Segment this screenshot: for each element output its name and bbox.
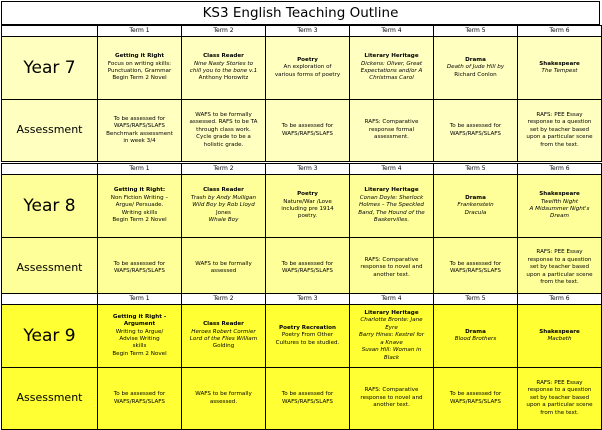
- term-header-3: Term 3: [266, 294, 350, 305]
- term-header-6: Term 6: [518, 164, 602, 175]
- assessment-cell-term-1: [98, 238, 182, 299]
- unit-cell-term-3: [266, 305, 350, 368]
- page-title: KS3 English Teaching Outline: [1, 1, 600, 25]
- unit-line: Charlotte Bronte: Jane: [360, 317, 423, 324]
- unit-cell-term-5: [434, 37, 518, 100]
- assessment-cell-term-2: [182, 368, 266, 430]
- unit-line: Twelfth Night: [540, 198, 579, 205]
- assessment-cell-term-2: [182, 238, 266, 299]
- assessment-line: To be assessed for: [449, 123, 502, 130]
- year-label: Year 9: [2, 305, 98, 368]
- unit-row: [2, 37, 602, 100]
- unit-cell-term-4: [350, 37, 434, 100]
- assessment-line: in week 3/4: [123, 137, 156, 144]
- unit-line: Susan Hill: Woman in: [361, 347, 422, 354]
- assessment-cell-term-6: [518, 100, 602, 162]
- assessment-line: set by teacher based: [529, 264, 590, 271]
- unit-line: Jones: [216, 209, 231, 216]
- term-header-row: [2, 164, 602, 175]
- assessment-line: response formal: [368, 126, 415, 133]
- assessment-line: To be assessed for: [449, 260, 502, 267]
- assessment-line: RAFS: PEE Essay: [536, 379, 583, 386]
- unit-line: Poetry: [297, 56, 318, 63]
- unit-line: Black: [383, 354, 400, 361]
- assessment-cell-term-4: [350, 100, 434, 162]
- assessment-cell-term-6: [518, 238, 602, 299]
- unit-line: Wild Boy by Rob Lloyd: [192, 202, 255, 209]
- unit-line: Nine Nasty Stories to: [193, 60, 254, 67]
- assessment-line: Cycle grade to be a: [196, 134, 251, 141]
- unit-line: Getting it Right -: [112, 313, 167, 320]
- unit-cell-term-2: [182, 37, 266, 100]
- unit-cell-term-6: [518, 305, 602, 368]
- unit-cell-term-1: [98, 37, 182, 100]
- unit-line: Argue/ Persuade.: [115, 202, 164, 209]
- assessment-line: To be assessed for: [281, 391, 334, 398]
- assessment-cell-term-6: [518, 368, 602, 430]
- year-8-table: [1, 163, 602, 299]
- unit-line: Expectations and/or A: [360, 68, 423, 74]
- term-header-1: Term 1: [98, 164, 182, 175]
- unit-line: a Knave: [380, 339, 403, 346]
- unit-row: [2, 175, 602, 238]
- unit-line: chill you to the bone v.1: [189, 68, 258, 74]
- unit-cell-term-5: [434, 175, 518, 238]
- unit-line: Dickens: Oliver, Great: [360, 60, 423, 67]
- assessment-line: assessed. RAFS to be TA: [189, 119, 258, 126]
- assessment-line: upon a particular scene: [526, 271, 593, 278]
- assessment-cell-term-3: [266, 100, 350, 162]
- assessment-line: WAFS to be formally: [195, 391, 252, 398]
- unit-line: Non Fiction Writing –: [110, 194, 169, 201]
- term-header-5: Term 5: [434, 294, 518, 305]
- assessment-line: To be assessed for: [113, 391, 166, 398]
- assessment-line: from the text.: [540, 409, 579, 416]
- assessment-line: WAFS/RAFS/SLAFS: [282, 268, 333, 274]
- unit-line: Barry Hines: Kestrel for: [358, 332, 425, 339]
- year-label: Year 7: [2, 37, 98, 100]
- unit-line: Writing to Argue/: [115, 328, 164, 335]
- assessment-label: Assessment: [2, 238, 98, 299]
- header-corner-cell: [2, 26, 98, 37]
- unit-line: Literary Heritage: [364, 53, 419, 60]
- unit-cell-term-4: [350, 305, 434, 368]
- unit-line: Nature/War /Love: [283, 198, 332, 205]
- unit-cell-term-6: [518, 37, 602, 100]
- assessment-line: WAFS/RAFS/SLAFS: [282, 398, 333, 405]
- unit-line: An exploration of: [283, 64, 332, 71]
- assessment-line: WAFS to be formally: [195, 111, 252, 118]
- unit-line: Literary Heritage: [364, 187, 419, 194]
- assessment-line: upon a particular scene: [526, 134, 593, 141]
- year-9-table: [1, 293, 602, 430]
- term-header-row: [2, 294, 602, 305]
- assessment-cell-term-5: [434, 368, 518, 430]
- unit-cell-term-4: [350, 175, 434, 238]
- unit-line: Begin Term 2 Novel: [112, 350, 167, 357]
- unit-line: Argument: [123, 321, 156, 328]
- term-header-3: Term 3: [266, 26, 350, 37]
- assessment-line: To be assessed for: [281, 123, 334, 130]
- assessment-line: response to novel and: [360, 394, 423, 401]
- unit-cell-term-3: [266, 175, 350, 238]
- unit-line: Writing skills: [121, 209, 158, 216]
- term-header-3: Term 3: [266, 164, 350, 175]
- assessment-line: assessed: [210, 268, 237, 274]
- assessment-line: assessment.: [374, 134, 409, 141]
- unit-line: Advise Writing: [119, 336, 160, 342]
- unit-line: including pre 1914: [281, 206, 334, 212]
- assessment-line: through class work.: [196, 126, 251, 133]
- unit-line: Getting it Right:: [113, 187, 166, 194]
- term-header-6: Term 6: [518, 294, 602, 305]
- assessment-cell-term-4: [350, 238, 434, 299]
- assessment-line: WAFS/RAFS/SLAFS: [114, 398, 165, 405]
- assessment-label: Assessment: [2, 368, 98, 430]
- assessment-line: holistic grade.: [203, 141, 244, 148]
- assessment-line: response to novel and: [360, 264, 423, 271]
- assessment-row: [2, 238, 602, 299]
- unit-line: Dracula: [464, 209, 487, 216]
- term-header-2: Term 2: [182, 26, 266, 37]
- assessment-row: [2, 100, 602, 162]
- assessment-cell-term-5: [434, 238, 518, 299]
- assessment-line: another text.: [373, 271, 410, 278]
- term-header-1: Term 1: [98, 26, 182, 37]
- unit-line: Baskervilles.: [373, 217, 410, 224]
- assessment-line: WAFS/RAFS/SLAFS: [450, 130, 501, 137]
- assessment-line: RAFS: PEE Essay: [536, 111, 583, 118]
- assessment-line: WAFS/RAFS/SLAFS: [450, 268, 501, 274]
- unit-line: Christmas Carol: [369, 75, 414, 82]
- term-header-4: Term 4: [350, 26, 434, 37]
- unit-cell-term-1: [98, 175, 182, 238]
- unit-line: Getting it Right: [114, 53, 164, 60]
- unit-line: skills: [132, 343, 147, 350]
- unit-line: Poetry From Other: [281, 332, 334, 339]
- unit-line: Shakespeare: [539, 191, 580, 198]
- assessment-line: To be assessed for: [113, 260, 166, 267]
- assessment-line: WAFS/RAFS/SLAFS: [114, 123, 165, 130]
- assessment-cell-term-3: [266, 368, 350, 430]
- assessment-line: from the text.: [540, 141, 579, 148]
- unit-line: Blood Brothers: [454, 336, 497, 342]
- unit-line: Macbeth: [547, 336, 572, 342]
- unit-line: Shakespeare: [539, 328, 580, 335]
- unit-line: Shakespeare: [539, 60, 580, 67]
- term-header-4: Term 4: [350, 294, 434, 305]
- assessment-cell-term-3: [266, 238, 350, 299]
- header-corner-cell: [2, 294, 98, 305]
- unit-cell-term-2: [182, 305, 266, 368]
- assessment-line: response to a question: [527, 119, 592, 126]
- unit-line: A Midsummer Night's: [529, 206, 590, 212]
- unit-row: [2, 305, 602, 368]
- header-corner-cell: [2, 164, 98, 175]
- unit-line: Death of Jude Hill by: [446, 64, 505, 71]
- unit-line: poetry.: [297, 213, 318, 220]
- assessment-line: To be assessed for: [281, 260, 334, 267]
- unit-cell-term-2: [182, 175, 266, 238]
- assessment-line: WAFS/RAFS/SLAFS: [450, 398, 501, 405]
- unit-line: Class Reader: [203, 321, 244, 328]
- unit-line: Richard Conlon: [454, 71, 497, 78]
- unit-line: Band, The Hound of the: [358, 209, 425, 216]
- term-header-5: Term 5: [434, 164, 518, 175]
- unit-line: Drama: [465, 194, 486, 201]
- unit-line: Eyre: [385, 324, 398, 331]
- term-header-6: Term 6: [518, 26, 602, 37]
- assessment-line: another text.: [373, 402, 410, 409]
- teaching-outline-sheet: [1, 1, 601, 418]
- assessment-line: WAFS to be formally: [195, 260, 252, 267]
- unit-line: Cultures to be studied.: [275, 339, 340, 346]
- unit-line: Holmes – The Speckled: [359, 202, 424, 209]
- unit-line: The Tempest: [541, 68, 578, 74]
- assessment-line: assessed.: [209, 398, 238, 405]
- unit-line: Begin Term 2 Novel: [112, 75, 167, 82]
- unit-line: Begin Term 2 Novel: [112, 217, 167, 224]
- assessment-line: Benchmark assessment: [106, 130, 173, 137]
- term-header-1: Term 1: [98, 294, 182, 305]
- unit-line: Poetry: [297, 191, 318, 198]
- unit-line: Focus on writing skills:: [107, 60, 172, 67]
- unit-line: Lord of the Flies William: [189, 336, 258, 342]
- unit-line: Anthony Horowitz: [198, 75, 249, 82]
- term-header-2: Term 2: [182, 164, 266, 175]
- unit-line: Heroes Robert Cormier: [191, 328, 256, 335]
- term-header-4: Term 4: [350, 164, 434, 175]
- assessment-line: RAFS: Comparative: [364, 387, 419, 394]
- term-header-5: Term 5: [434, 26, 518, 37]
- year-7-table: [1, 25, 602, 162]
- unit-line: Class Reader: [203, 53, 244, 60]
- assessment-line: WAFS/RAFS/SLAFS: [114, 268, 165, 274]
- unit-line: Literary Heritage: [364, 309, 419, 316]
- assessment-line: response to a question: [527, 387, 592, 394]
- assessment-line: RAFS: Comparative: [364, 256, 419, 263]
- assessment-row: [2, 368, 602, 430]
- unit-line: Conan Doyle: Sherlock: [359, 194, 424, 201]
- unit-line: Drama: [465, 56, 486, 63]
- unit-line: Dream: [550, 213, 569, 220]
- assessment-line: set by teacher based: [529, 126, 590, 133]
- unit-line: Whale Boy: [208, 217, 239, 224]
- assessment-line: WAFS/RAFS/SLAFS: [282, 130, 333, 137]
- assessment-cell-term-1: [98, 368, 182, 430]
- term-header-row: [2, 26, 602, 37]
- assessment-line: from the text.: [540, 279, 579, 286]
- assessment-line: To be assessed for: [113, 115, 166, 122]
- assessment-line: set by teacher based: [529, 394, 590, 401]
- unit-line: Punctuation, Grammar: [107, 68, 172, 74]
- unit-cell-term-5: [434, 305, 518, 368]
- unit-line: various forms of poetry: [274, 71, 341, 78]
- assessment-label: Assessment: [2, 100, 98, 162]
- unit-cell-term-3: [266, 37, 350, 100]
- assessment-line: upon a particular scene: [526, 402, 593, 409]
- term-header-2: Term 2: [182, 294, 266, 305]
- unit-line: Trash by Andy Mulligan: [190, 194, 257, 201]
- unit-line: Golding: [212, 343, 235, 350]
- unit-line: Drama: [465, 328, 486, 335]
- unit-line: Class Reader: [203, 187, 244, 194]
- assessment-cell-term-2: [182, 100, 266, 162]
- unit-cell-term-1: [98, 305, 182, 368]
- assessment-line: To be assessed for: [449, 391, 502, 398]
- unit-line: Frankenstein: [457, 202, 494, 209]
- unit-cell-term-6: [518, 175, 602, 238]
- unit-line: Poetry Recreation: [279, 324, 336, 331]
- assessment-line: RAFS: Comparative: [364, 119, 419, 126]
- year-label: Year 8: [2, 175, 98, 238]
- assessment-cell-term-1: [98, 100, 182, 162]
- assessment-cell-term-5: [434, 100, 518, 162]
- assessment-line: RAFS: PEE Essay: [536, 249, 583, 256]
- assessment-line: response to a question: [527, 256, 592, 263]
- assessment-cell-term-4: [350, 368, 434, 430]
